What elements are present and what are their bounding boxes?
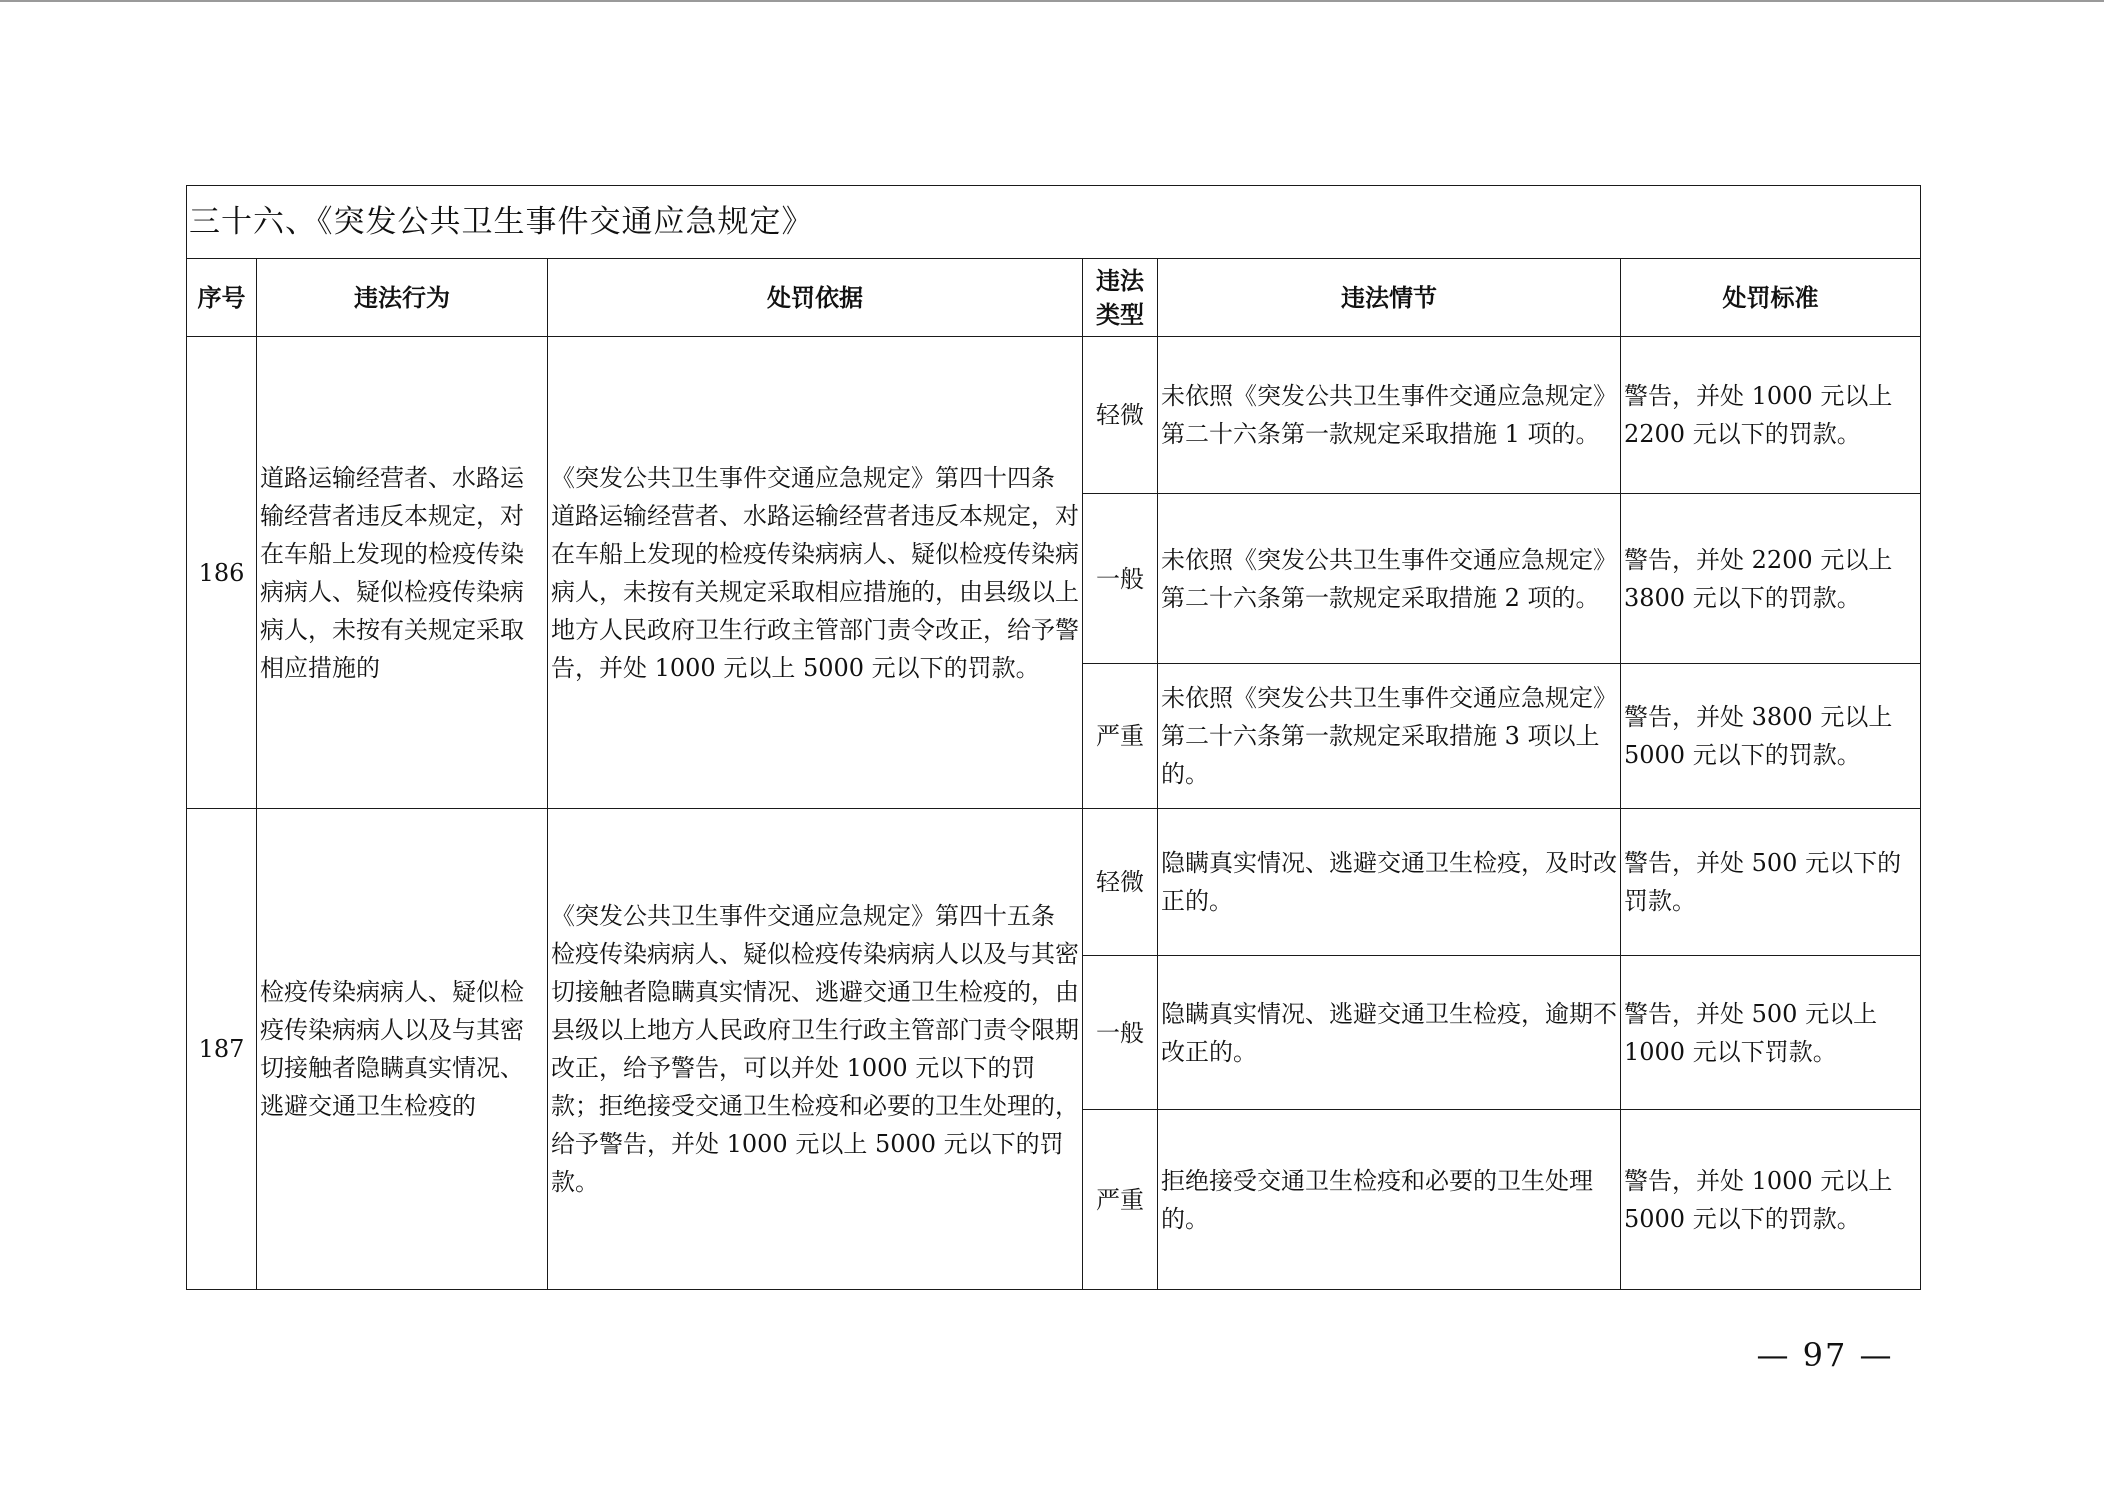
item-legal-basis: 《突发公共卫生事件交通应急规定》第四十五条 检疫传染病病人、疑似检疫传染病病人以及与其密切接触者隐瞒真实情况、逃避交通卫生检疫的，由县级以上地方人民政府卫生行政主管部门责令限期改正，给予警告，可以并处 1000 元以下的罚款；拒绝接受交通卫生检疫和必要的卫生处理的，给予警告，并处 1000 元以上 5000 元以下的罚款。 — [548, 809, 1083, 1290]
level-circumstance: 隐瞒真实情况、逃避交通卫生检疫，及时改正的。 — [1158, 809, 1621, 956]
level-circumstance: 未依照《突发公共卫生事件交通应急规定》第二十六条第一款规定采取措施 1 项的。 — [1158, 337, 1621, 494]
header-row — [187, 259, 1921, 337]
level-standard: 警告，并处 500 元以上 1000 元以下罚款。 — [1621, 956, 1921, 1110]
level-circumstance: 未依照《突发公共卫生事件交通应急规定》第二十六条第一款规定采取措施 3 项以上的。 — [1158, 664, 1621, 809]
level-type: 严重 — [1083, 664, 1158, 809]
header-standard: 处罚标准 — [1621, 259, 1921, 337]
header-seq: 序号 — [187, 259, 257, 337]
table-row — [187, 809, 1921, 956]
table-row — [187, 337, 1921, 494]
level-standard: 警告，并处 2200 元以上 3800 元以下的罚款。 — [1621, 494, 1921, 664]
header-basis: 处罚依据 — [548, 259, 1083, 337]
header-type: 违法类型 — [1083, 259, 1158, 337]
section-title: 三十六、《突发公共卫生事件交通应急规定》 — [187, 186, 1921, 259]
level-circumstance: 隐瞒真实情况、逃避交通卫生检疫，逾期不改正的。 — [1158, 956, 1621, 1110]
item-seq: 187 — [187, 809, 257, 1290]
level-circumstance: 拒绝接受交通卫生检疫和必要的卫生处理的。 — [1158, 1110, 1621, 1290]
item-violation-act: 道路运输经营者、水路运输经营者违反本规定，对在车船上发现的检疫传染病病人、疑似检疫传染病病人，未按有关规定采取相应措施的 — [257, 337, 548, 809]
level-standard: 警告，并处 1000 元以上 2200 元以下的罚款。 — [1621, 337, 1921, 494]
page-number: — 97 — — [1756, 1336, 1894, 1374]
item-legal-basis: 《突发公共卫生事件交通应急规定》第四十四条 道路运输经营者、水路运输经营者违反本规定，对在车船上发现的检疫传染病病人、疑似检疫传染病病人，未按有关规定采取相应措施的，由县级以上地方人民政府卫生行政主管部门责令改正，给予警告，并处 1000 元以上 5000 元以下的罚款。 — [548, 337, 1083, 809]
level-type: 轻微 — [1083, 337, 1158, 494]
header-act: 违法行为 — [257, 259, 548, 337]
item-seq: 186 — [187, 337, 257, 809]
level-type: 一般 — [1083, 494, 1158, 664]
level-circumstance: 未依照《突发公共卫生事件交通应急规定》第二十六条第一款规定采取措施 2 项的。 — [1158, 494, 1621, 664]
item-violation-act: 检疫传染病病人、疑似检疫传染病病人以及与其密切接触者隐瞒真实情况、逃避交通卫生检疫的 — [257, 809, 548, 1290]
level-type: 轻微 — [1083, 809, 1158, 956]
level-standard: 警告，并处 1000 元以上 5000 元以下的罚款。 — [1621, 1110, 1921, 1290]
level-type: 严重 — [1083, 1110, 1158, 1290]
level-standard: 警告，并处 500 元以下的罚款。 — [1621, 809, 1921, 956]
level-standard: 警告，并处 3800 元以上 5000 元以下的罚款。 — [1621, 664, 1921, 809]
top-border-line — [0, 0, 2104, 2]
level-type: 一般 — [1083, 956, 1158, 1110]
penalty-standard-table — [186, 185, 1921, 1290]
section-title-row — [187, 186, 1921, 259]
header-circumstance: 违法情节 — [1158, 259, 1621, 337]
